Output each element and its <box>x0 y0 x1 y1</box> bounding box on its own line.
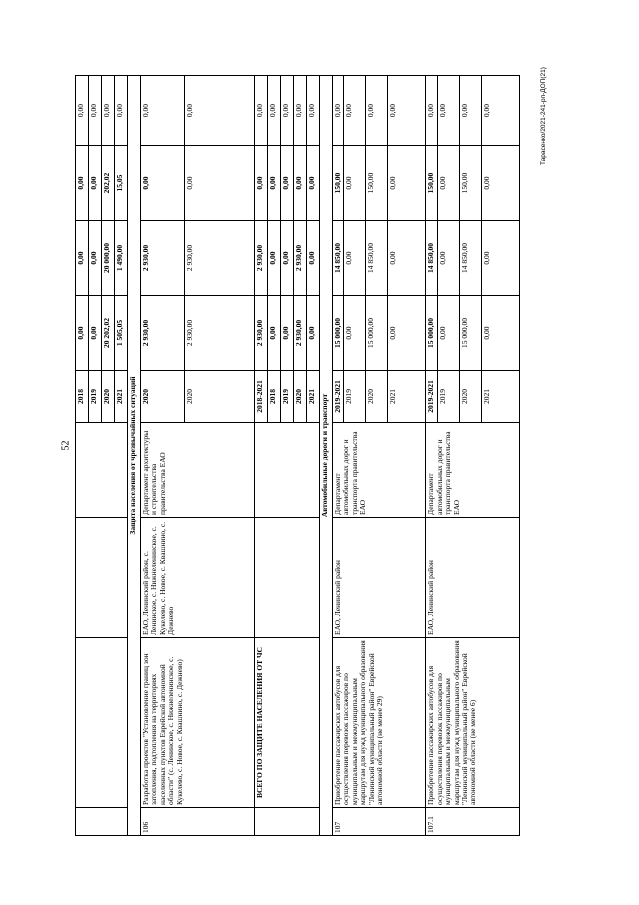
location: ЕАО, Ленинский район <box>426 518 519 638</box>
cell-value: 0,00 <box>388 76 426 146</box>
cell-value: 150,00 <box>366 146 388 221</box>
page-number: 52 <box>60 440 72 451</box>
cell-value: 1 490,00 <box>115 221 128 296</box>
cell-value: 0,00 <box>481 146 519 221</box>
cell-value: 0,00 <box>115 76 128 146</box>
cell-year: 2019 <box>344 371 366 423</box>
cell-total: 1 505,05 <box>115 296 128 371</box>
cell-value: 0,00 <box>307 146 320 221</box>
cell-value: 0,00 <box>481 221 519 296</box>
cell-total: 0,00 <box>307 296 320 371</box>
cell-value: 0,00 <box>89 221 102 296</box>
cell-year: 2019 <box>437 371 459 423</box>
cell-year: 2019-2021 <box>333 371 344 423</box>
cell-value: 0,00 <box>437 76 459 146</box>
table-row <box>141 76 185 836</box>
cell-value: 0,00 <box>76 221 89 296</box>
cell-value: 0,00 <box>141 76 185 146</box>
total-label: ВСЕГО ПО ЗАЩИТЕ НАСЕЛЕНИЯ ОТ ЧС <box>255 638 320 808</box>
cell-year: 2021 <box>307 371 320 423</box>
executor: Департамент архитектуры и строительства правительства ЕАО <box>141 423 255 518</box>
cell-value: 150,00 <box>333 146 344 221</box>
cell-value: 0,00 <box>89 146 102 221</box>
cell-total: 15 000,00 <box>366 296 388 371</box>
cell-value: 0,00 <box>255 146 268 221</box>
cell-value: 14 850,00 <box>459 221 481 296</box>
cell-value: 15,05 <box>115 146 128 221</box>
cell-value: 0,00 <box>437 221 459 296</box>
cell-year: 2020 <box>102 371 115 423</box>
cell-value: 0,00 <box>344 221 366 296</box>
cell-value: 0,00 <box>307 221 320 296</box>
cell-value: 0,00 <box>426 76 437 146</box>
table-row <box>76 76 89 836</box>
cell-year: 2018-2021 <box>255 371 268 423</box>
activity-name: Приобретение пассажирских автобусов для осуществления перевозок пассажиров по муниципальным и межмуниципальным маршрутам для нужд муниципального образования "Ленинский муниципальный район" Еврейской автономной области (не менее 29) <box>333 638 426 808</box>
cell-total: 0,00 <box>268 296 281 371</box>
cell-value: 0,00 <box>76 76 89 146</box>
cell-total: 0,00 <box>481 296 519 371</box>
cell-value: 0,00 <box>185 76 255 146</box>
cell-value: 0,00 <box>185 146 255 221</box>
cell-total: 15 000,00 <box>333 296 344 371</box>
executor: Департамент автомобильных дорог и транспорта правительства ЕАО <box>426 423 519 518</box>
cell-total: 2 930,00 <box>294 296 307 371</box>
row-number: 107 <box>333 808 426 836</box>
cell-value: 0,00 <box>437 146 459 221</box>
activity-name: Разработка проектов "Установление границ зон затопления, подтопления на территориях населенных пунктов Еврейской автономной области" (с. Ленинское, с. Нижнеленинское, с. Кукелево, с. Новое, с. Квашнино, с. Дежнево) <box>141 638 255 808</box>
executor: Департамент автомобильных дорог и транспорта правительства ЕАО <box>333 423 426 518</box>
cell-value: 0,00 <box>344 146 366 221</box>
cell-value: 0,00 <box>141 146 185 221</box>
cell-total: 15 000,00 <box>426 296 437 371</box>
cell-total: 0,00 <box>344 296 366 371</box>
cell-year: 2019-2021 <box>426 371 437 423</box>
location: ЕАО, Ленинский район <box>333 518 426 638</box>
cell-value: 0,00 <box>102 76 115 146</box>
cell-value: 202,02 <box>102 146 115 221</box>
cell-value: 150,00 <box>426 146 437 221</box>
cell-total: 20 202,02 <box>102 296 115 371</box>
cell-total: 2 930,00 <box>185 296 255 371</box>
cell-value: 0,00 <box>481 76 519 146</box>
row-number: 107.1 <box>426 808 519 836</box>
cell-value: 0,00 <box>333 76 344 146</box>
cell-value: 0,00 <box>268 76 281 146</box>
cell-value: 0,00 <box>344 76 366 146</box>
cell-year: 2021 <box>388 371 426 423</box>
cell-total: 2 930,00 <box>255 296 268 371</box>
cell-value: 0,00 <box>307 76 320 146</box>
cell-value: 20 000,00 <box>102 221 115 296</box>
cell-year: 2021 <box>115 371 128 423</box>
cell-value: 0,00 <box>89 76 102 146</box>
table-row <box>426 76 437 836</box>
cell-total: 0,00 <box>76 296 89 371</box>
cell-value: 0,00 <box>76 146 89 221</box>
cell-value: 0,00 <box>268 221 281 296</box>
cell-total: 2 930,00 <box>141 296 185 371</box>
budget-table-rotated <box>75 76 545 836</box>
footer-code: Тарасенко/2021-241-рп-ДОП(21) <box>540 67 547 165</box>
section-title: Защита населения от чрезвычайных ситуаций <box>128 76 141 836</box>
cell-total: 0,00 <box>281 296 294 371</box>
cell-value: 0,00 <box>388 221 426 296</box>
cell-year: 2018 <box>268 371 281 423</box>
section-header <box>320 76 333 836</box>
cell-value: 150,00 <box>459 146 481 221</box>
cell-value: 0,00 <box>294 76 307 146</box>
cell-year: 2021 <box>481 371 519 423</box>
cell-value: 14 850,00 <box>426 221 437 296</box>
budget-table <box>75 75 520 836</box>
location: ЕАО, Ленинский район, с. Ленинское, с. Нижнеленинское, с. Кукелево, с. Новое, с. Квашнино, с. Дежнево <box>141 518 255 638</box>
cell-year: 2018 <box>76 371 89 423</box>
section-title: Автомобильные дороги и транспорт <box>320 76 333 836</box>
cell-value: 0,00 <box>255 76 268 146</box>
cell-value: 2 930,00 <box>294 221 307 296</box>
cell-year: 2020 <box>294 371 307 423</box>
cell-total: 0,00 <box>388 296 426 371</box>
activity-name: Приобретение пассажирских автобусов для осуществления перевозок пассажиров по муниципальным и межмуниципальным маршрутам для нужд муниципального образования "Ленинский муниципальный район" Еврейской автономной области (не менее 6) <box>426 638 519 808</box>
row-number: 106 <box>141 808 255 836</box>
cell-year: 2019 <box>89 371 102 423</box>
cell-total: 0,00 <box>89 296 102 371</box>
cell-value: 0,00 <box>388 146 426 221</box>
section-header <box>128 76 141 836</box>
cell-year: 2020 <box>366 371 388 423</box>
cell-value: 2 930,00 <box>141 221 185 296</box>
cell-value: 0,00 <box>281 221 294 296</box>
cell-value: 0,00 <box>294 146 307 221</box>
cell-year: 2020 <box>459 371 481 423</box>
cell-value: 0,00 <box>366 76 388 146</box>
cell-year: 2019 <box>281 371 294 423</box>
cell-value: 0,00 <box>281 146 294 221</box>
cell-value: 2 930,00 <box>255 221 268 296</box>
cell-value: 0,00 <box>268 146 281 221</box>
table-row <box>333 76 344 836</box>
cell-value: 0,00 <box>281 76 294 146</box>
cell-year: 2020 <box>185 371 255 423</box>
cell-value: 2 930,00 <box>185 221 255 296</box>
cell-year: 2020 <box>141 371 185 423</box>
cell-value: 0,00 <box>459 76 481 146</box>
table-row <box>255 76 268 836</box>
cell-total: 15 000,00 <box>459 296 481 371</box>
cell-total: 0,00 <box>437 296 459 371</box>
cell-value: 14 850,00 <box>333 221 344 296</box>
cell-value: 14 850,00 <box>366 221 388 296</box>
